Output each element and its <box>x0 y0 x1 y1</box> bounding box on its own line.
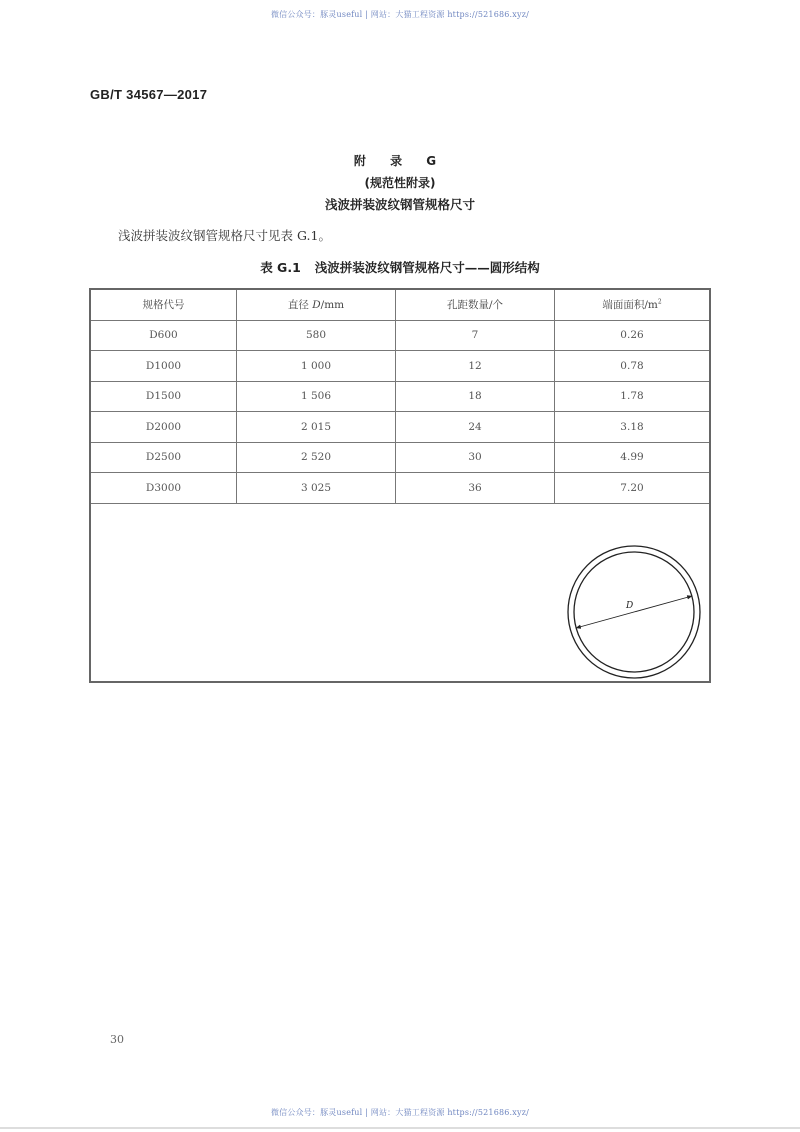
standard-number: GB/T 34567—2017 <box>90 87 208 102</box>
cell-area: 0.26 <box>555 320 710 351</box>
header-area <box>555 290 710 320</box>
bottom-divider <box>0 1127 800 1129</box>
header-diameter-unit: /mm <box>320 299 345 312</box>
cell-area: 4.99 <box>555 442 710 473</box>
table-row <box>91 320 709 351</box>
table-header-row <box>91 290 709 320</box>
intro-paragraph: 浅波拼装波纹钢管规格尺寸见表 G.1。 <box>118 228 331 243</box>
table-row <box>91 381 709 412</box>
cell-area: 7.20 <box>555 473 710 504</box>
header-diameter-var: D <box>312 299 321 312</box>
spec-table <box>91 290 709 504</box>
page-number: 30 <box>110 1033 124 1046</box>
cell-diameter: 580 <box>237 320 396 351</box>
spec-table-frame <box>89 288 711 683</box>
cell-holes: 24 <box>396 412 555 443</box>
header-code: 规格代号 <box>91 290 237 320</box>
table-row <box>91 351 709 382</box>
header-area-prefix: 端面面积/m <box>602 299 658 312</box>
header-diameter <box>237 290 396 320</box>
circular-pipe-diagram <box>566 544 702 680</box>
cell-area: 0.78 <box>555 351 710 382</box>
dimension-label-d: D <box>626 601 634 611</box>
table-row <box>91 473 709 504</box>
cell-area: 1.78 <box>555 381 710 412</box>
header-holes: 孔距数量/个 <box>396 290 555 320</box>
cell-code: D2500 <box>91 442 237 473</box>
appendix-title: 浅波拼装波纹钢管规格尺寸 <box>324 197 475 212</box>
cell-diameter: 2 015 <box>237 412 396 443</box>
appendix-label: 附 录 G <box>353 154 447 168</box>
cell-code: D2000 <box>91 412 237 443</box>
cell-code: D3000 <box>91 473 237 504</box>
cell-holes: 7 <box>396 320 555 351</box>
table-row <box>91 442 709 473</box>
cell-code: D1500 <box>91 381 237 412</box>
watermark-top: 微信公众号：豚灵useful | 网站：大猫工程资源 https://521686.xyz/ <box>270 10 530 19</box>
cell-diameter: 3 025 <box>237 473 396 504</box>
cell-diameter: 2 520 <box>237 442 396 473</box>
cell-holes: 12 <box>396 351 555 382</box>
cell-code: D1000 <box>91 351 237 382</box>
header-diameter-prefix: 直径 <box>287 299 313 312</box>
cell-area: 3.18 <box>555 412 710 443</box>
cell-holes: 36 <box>396 473 555 504</box>
watermark-bottom: 微信公众号：豚灵useful | 网站：大猫工程资源 https://521686.xyz/ <box>270 1108 530 1117</box>
cell-holes: 30 <box>396 442 555 473</box>
figure-area <box>91 502 709 681</box>
header-area-sup: 2 <box>657 298 662 306</box>
cell-diameter: 1 000 <box>237 351 396 382</box>
table-caption <box>0 258 800 276</box>
cell-holes: 18 <box>396 381 555 412</box>
table-number: 表 G.1 <box>260 260 301 275</box>
table-title: 浅波拼装波纹钢管规格尺寸——圆形结构 <box>314 260 540 275</box>
cell-code: D600 <box>91 320 237 351</box>
table-row <box>91 412 709 443</box>
cell-diameter: 1 506 <box>237 381 396 412</box>
appendix-type: (规范性附录) <box>364 176 436 190</box>
